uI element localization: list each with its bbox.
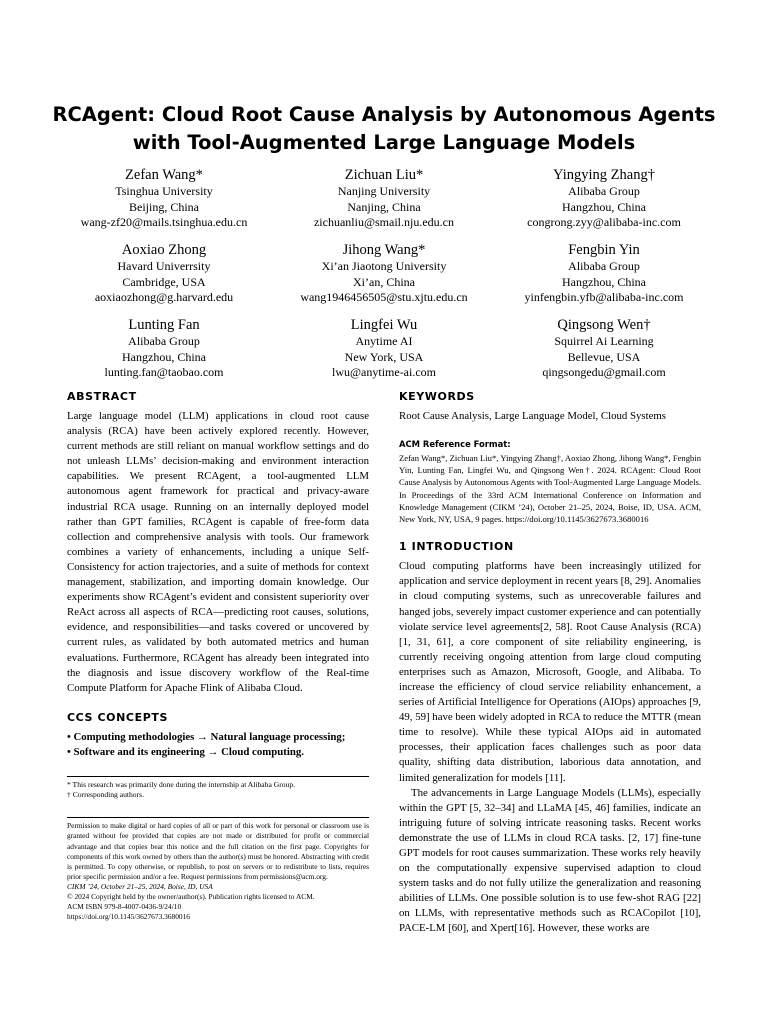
author-block [44, 166, 284, 231]
author-block [264, 166, 504, 231]
abstract-text: Large language model (LLM) applications in cloud root cause analysis (RCA) have been actively explored recently. However, current methods are still reliant on manual workflow settings and do not unleash LLMs’ decision-making and environment interaction capabilities. We present RCAgent, a tool-augmented LLM autonomous agent framework for practical and privacy-aware industrial RCA usage. Running on an internally deployed model rather than GPT families, RCAgent is capable of free-form data collection and comprehensive analysis with tools. Our framework combines a variety of enhancements, including a unique Self-Consistency for action trajectories, and a suite of methods for context management, stabilization, and importing domain knowledge. Our experiments show RCAgent’s evident and consistent superiority over ReAct across all aspects of RCA—predicting root causes, solutions, evidence, and responsibilities—and tasks covered or uncovered by current rules, as validated by both automated metrics and human evaluations. Furthermore, RCAgent has already been integrated into the diagnosis and issue discovery workflow of the Real-time Compute Platform for Apache Flink of Alibaba Cloud. [67, 410, 369, 694]
author-affiliation: Alibaba Group [568, 184, 640, 198]
author-affiliation: Tsinghua University [115, 184, 213, 198]
ccs-heading: CCS CONCEPTS [67, 710, 169, 724]
author-email: yinfengbin.yfb@alibaba-inc.com [524, 290, 684, 304]
paper-title: RCAgent: Cloud Root Cause Analysis by Autonomous Agents with Tool-Augmented Large Language Models [52, 103, 716, 154]
author-block [484, 166, 724, 231]
author-name: Zichuan Liu* [344, 167, 424, 183]
abstract-heading: ABSTRACT [67, 390, 137, 403]
footnotes [67, 780, 369, 801]
author-location: Bellevue, USA [567, 349, 641, 364]
author-block [44, 316, 284, 381]
author-block [484, 316, 724, 381]
isbn: ACM ISBN 979-8-4007-0436-9/24/10 [67, 902, 182, 912]
author-block [264, 241, 504, 306]
permission-block [67, 821, 369, 922]
ccs-item: • Computing methodologies → Natural language processing; [67, 730, 346, 743]
author-email: aoxiaozhong@g.harvard.edu [94, 290, 234, 304]
author-email: lwu@anytime-ai.com [331, 365, 437, 379]
author-affiliation: Alibaba Group [128, 334, 200, 348]
footnote-item: * This research was primarily done during the internship at Alibaba Group. [67, 779, 296, 789]
author-name: Zefan Wang* [125, 167, 203, 183]
author-email: lunting.fan@taobao.com [104, 365, 224, 379]
author-name: Fengbin Yin [568, 242, 640, 258]
introduction-heading: 1 INTRODUCTION [399, 540, 514, 554]
author-location: Hangzhou, China [562, 199, 646, 214]
author-location: Cambridge, USA [122, 274, 206, 289]
author-affiliation: Anytime AI [355, 334, 413, 348]
author-name: Lingfei Wu [350, 317, 418, 333]
author-affiliation: Squirrel Ai Learning [554, 334, 654, 348]
author-block [484, 241, 724, 306]
author-email: wang-zf20@mails.tsinghua.edu.cn [80, 215, 248, 229]
author-affiliation: Xi’an Jiaotong University [321, 259, 447, 273]
author-location: Hangzhou, China [562, 274, 646, 289]
acm-ref-heading: ACM Reference Format: [399, 439, 511, 449]
author-affiliation: Alibaba Group [568, 259, 640, 273]
keywords-text: Root Cause Analysis, Large Language Model, Cloud Systems [399, 410, 666, 422]
intro-paragraph: The advancements in Large Language Models (LLMs), especially within the GPT [5, 32–34] and LLaMA [45, 46] families, indicate an intriguing future of solving intricate reasoning tasks. Recent works demonstrate the use of LLMs in cloud RCA tasks. [2, 17] fine-tune GPT models for root causes summarization. These works rely heavily on the computationally expensive supervised adaption to cloud system tasks and do not fully utilize the generalization and reasoning abilities of LLMs. One possible solution is to use few-shot RAG [22] on LLMs, with representative methods such as RCACopilot [10], PACE-LM [60], and Xpert[16]. However, these works are [399, 786, 701, 935]
author-affiliation: Nanjing University [337, 184, 431, 198]
author-email: wang1946456505@stu.xjtu.edu.cn [300, 290, 468, 304]
author-location: Hangzhou, China [122, 349, 206, 364]
acm-ref-text: Zefan Wang*, Zichuan Liu*, Yingying Zhang†, Aoxiao Zhong, Jihong Wang*, Fengbin Yin, Lunting Fan, Lingfei Wu, and Qingsong Wen†. 2024. RCAgent: Cloud Root Cause Analysis by Autonomous Agents with Tool-Augmented Large Language Models. In Proceedings of the 33rd ACM International Conference on Information and Knowledge Management (CIKM ’24), October 21–25, 2024, Boise, ID, USA. ACM, New York, NY, USA, 9 pages. https://doi.org/10.1145/3627673.3680016 [399, 453, 701, 525]
author-location: Xi’an, China [353, 274, 415, 289]
author-name: Aoxiao Zhong [121, 242, 207, 258]
permission-rule [67, 817, 369, 818]
author-location: New York, USA [344, 349, 424, 364]
author-block [44, 241, 284, 306]
ccs-list [67, 730, 369, 760]
footnote-item: † Corresponding authors. [67, 790, 144, 800]
conference-info: CIKM ’24, October 21–25, 2024, Boise, ID, USA [67, 881, 213, 891]
author-email: zichuanliu@smail.nju.edu.cn [313, 215, 454, 229]
keywords-heading: KEYWORDS [399, 390, 475, 403]
right-column [399, 389, 701, 937]
doi: https://doi.org/10.1145/3627673.3680016 [67, 912, 190, 922]
left-column [67, 389, 369, 922]
author-email: qingsongedu@gmail.com [542, 365, 666, 379]
intro-paragraph: Cloud computing platforms have been increasingly utilized for application and service deployment in recent years [8, 29]. Anomalies in cloud computing systems, such as unrecoverable failures and hanged jobs, severely impact customer experience and can potentially violate service level agreements[2, 58]. Root Cause Analysis (RCA) [1, 31, 61], a core component of site reliability engineering, is currently receiving ongoing attention from large cloud computing enterprises such as Amazon, Microsoft, Google, and Alibaba. To increase the efficiency of cloud service reliability enhancement, a series of Artificial Intelligence for Operations (AIOps) approaches [9, 49, 59] have been widely adopted in RCA to reduce the MTTR (mean time to resolve). While these typical AIOps aid in automated processes, their application faces challenges such as poor data quality, shifting data distribution, laborious data annotation, and limited generalization for models [11]. [399, 560, 701, 784]
ccs-item: • Software and its engineering → Cloud computing. [67, 745, 304, 758]
author-block [264, 316, 504, 381]
author-email: congrong.zyy@alibaba-inc.com [527, 215, 681, 229]
footnote-rule [67, 776, 369, 777]
author-name: Qingsong Wen† [557, 317, 651, 333]
author-location: Beijing, China [129, 199, 199, 214]
author-affiliation: Havard Univerrsity [117, 259, 211, 273]
author-name: Jihong Wang* [342, 242, 426, 258]
copyright-notice: © 2024 Copyright held by the owner/author(s). Publication rights licensed to ACM. [67, 892, 315, 902]
permission-text: Permission to make digital or hard copies of all or part of this work for personal or classroom use is granted without fee provided that copies are not made or distributed for profit or commercial advantage and that copies bear this notice and the full citation on the first page. Copyrights for components of this work owned by others than the author(s) must be honored. Abstracting with credit is permitted. To copy otherwise, or republish, to post on servers or to redistribute to lists, requires prior specific permission and/or a fee. Request permissions from permissions@acm.org. [67, 821, 369, 881]
author-name: Lunting Fan [128, 317, 200, 333]
author-location: Nanjing, China [347, 199, 421, 214]
author-name: Yingying Zhang† [553, 167, 655, 183]
